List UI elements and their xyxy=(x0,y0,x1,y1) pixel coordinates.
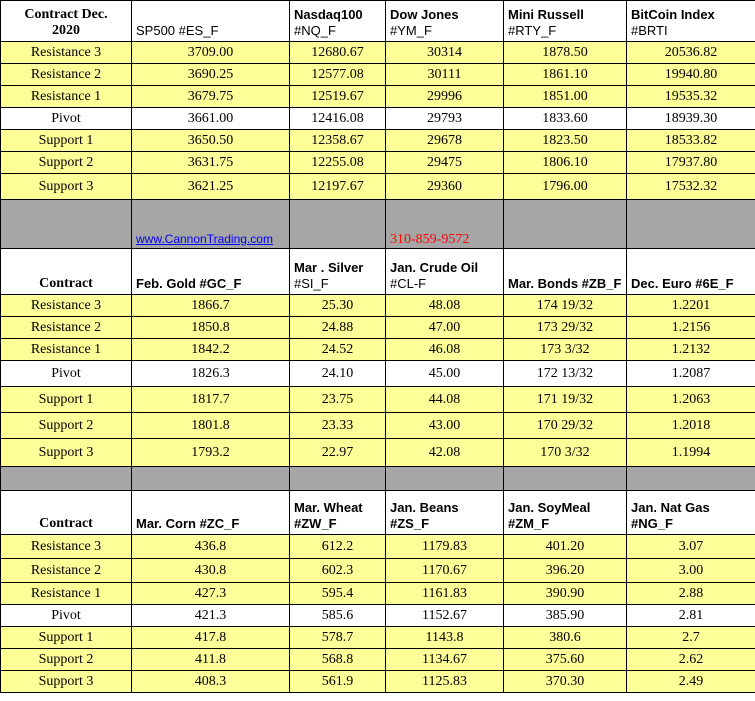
cell-value: 1179.83 xyxy=(386,535,504,559)
cell-value: 45.00 xyxy=(386,361,504,387)
cell-value: 24.88 xyxy=(290,317,386,339)
cell-value: 1161.83 xyxy=(386,583,504,605)
table-row xyxy=(1,535,755,559)
table-row xyxy=(1,361,755,387)
column-header: Jan. Beans #ZS_F xyxy=(386,491,504,535)
cell-value: 417.8 xyxy=(132,627,290,649)
table-row xyxy=(1,559,755,583)
column-header: Mar . Silver #SI_F xyxy=(290,249,386,295)
table-row xyxy=(1,605,755,627)
cell-value: 173 29/32 xyxy=(504,317,627,339)
cell-value: 1806.10 xyxy=(504,152,627,174)
cell-value: 1.2201 xyxy=(627,295,755,317)
separator-cell xyxy=(1,200,132,249)
cell-value: 1.2156 xyxy=(627,317,755,339)
table-row xyxy=(1,413,755,439)
cell-value: 578.7 xyxy=(290,627,386,649)
cell-value: 170 3/32 xyxy=(504,439,627,467)
cell-value: 1817.7 xyxy=(132,387,290,413)
cell-value: 48.08 xyxy=(386,295,504,317)
table-row xyxy=(1,671,755,693)
cell-value: 1143.8 xyxy=(386,627,504,649)
row-label: Resistance 3 xyxy=(1,42,132,64)
separator-cell xyxy=(627,200,755,249)
cell-value: 612.2 xyxy=(290,535,386,559)
separator-cell xyxy=(1,467,132,491)
row-label: Support 1 xyxy=(1,627,132,649)
table-row xyxy=(1,387,755,413)
cell-value: 3679.75 xyxy=(132,86,290,108)
cell-value: 1.2018 xyxy=(627,413,755,439)
cell-value: 3.00 xyxy=(627,559,755,583)
cell-value: 380.6 xyxy=(504,627,627,649)
cell-value: 24.10 xyxy=(290,361,386,387)
cell-value: 1826.3 xyxy=(132,361,290,387)
cell-value: 174 19/32 xyxy=(504,295,627,317)
cell-value: 12680.67 xyxy=(290,42,386,64)
cell-value: 1866.7 xyxy=(132,295,290,317)
cell-value: 17937.80 xyxy=(627,152,755,174)
section-1-header xyxy=(1,1,755,42)
cell-value: 568.8 xyxy=(290,649,386,671)
table-row xyxy=(1,64,755,86)
cell-value: 12577.08 xyxy=(290,64,386,86)
table-row xyxy=(1,86,755,108)
cell-value: 20536.82 xyxy=(627,42,755,64)
separator-cell xyxy=(290,200,386,249)
separator-cell xyxy=(132,467,290,491)
column-header: Jan. Nat Gas #NG_F xyxy=(627,491,755,535)
table-row xyxy=(1,152,755,174)
cell-value: 19940.80 xyxy=(627,64,755,86)
separator-row xyxy=(1,200,755,249)
column-header: SP500 #ES_F xyxy=(132,1,290,42)
cell-value: 3631.75 xyxy=(132,152,290,174)
cell-value: 1152.67 xyxy=(386,605,504,627)
row-label: Resistance 2 xyxy=(1,559,132,583)
row-label: Support 3 xyxy=(1,439,132,467)
cell-value: 43.00 xyxy=(386,413,504,439)
column-header: BitCoin Index #BRTI xyxy=(627,1,755,42)
cell-value: 1861.10 xyxy=(504,64,627,86)
row-label: Resistance 1 xyxy=(1,583,132,605)
cell-value: 602.3 xyxy=(290,559,386,583)
row-label: Support 3 xyxy=(1,671,132,693)
cell-value: 29678 xyxy=(386,130,504,152)
table-row xyxy=(1,130,755,152)
column-header: Mar. Bonds #ZB_F xyxy=(504,249,627,295)
cell-value: 408.3 xyxy=(132,671,290,693)
cell-value: 385.90 xyxy=(504,605,627,627)
cell-value: 12197.67 xyxy=(290,174,386,200)
separator-cell xyxy=(386,467,504,491)
column-header: Jan. Crude Oil #CL-F xyxy=(386,249,504,295)
cell-value: 30314 xyxy=(386,42,504,64)
cell-value: 1.1994 xyxy=(627,439,755,467)
cell-value: 561.9 xyxy=(290,671,386,693)
cell-value: 42.08 xyxy=(386,439,504,467)
row-label: Support 2 xyxy=(1,649,132,671)
separator-cell xyxy=(132,200,290,249)
table-row xyxy=(1,42,755,64)
cell-value: 1801.8 xyxy=(132,413,290,439)
table-row xyxy=(1,317,755,339)
table-row xyxy=(1,174,755,200)
column-header: Mar. Corn #ZC_F xyxy=(132,491,290,535)
cell-value: 436.8 xyxy=(132,535,290,559)
cell-value: 421.3 xyxy=(132,605,290,627)
column-header: Mini Russell #RTY_F xyxy=(504,1,627,42)
cell-value: 172 13/32 xyxy=(504,361,627,387)
row-label: Pivot xyxy=(1,605,132,627)
cell-value: 12358.67 xyxy=(290,130,386,152)
cell-value: 1.2132 xyxy=(627,339,755,361)
cell-value: 23.75 xyxy=(290,387,386,413)
separator-cell xyxy=(627,467,755,491)
table-row xyxy=(1,339,755,361)
row-label: Support 3 xyxy=(1,174,132,200)
cell-value: 2.62 xyxy=(627,649,755,671)
table-row xyxy=(1,583,755,605)
cell-value: 1.2063 xyxy=(627,387,755,413)
cell-value: 390.90 xyxy=(504,583,627,605)
cell-value: 1878.50 xyxy=(504,42,627,64)
separator-cell xyxy=(504,200,627,249)
cell-value: 3690.25 xyxy=(132,64,290,86)
column-header: Dec. Euro #6E_F xyxy=(627,249,755,295)
cell-value: 173 3/32 xyxy=(504,339,627,361)
row-label: Resistance 2 xyxy=(1,64,132,86)
cell-value: 3621.25 xyxy=(132,174,290,200)
cell-value: 3650.50 xyxy=(132,130,290,152)
cell-value: 401.20 xyxy=(504,535,627,559)
contract-header: Contract Dec. 2020 xyxy=(1,1,132,42)
table-row xyxy=(1,627,755,649)
cell-value: 17532.32 xyxy=(627,174,755,200)
cell-value: 22.97 xyxy=(290,439,386,467)
cell-value: 29793 xyxy=(386,108,504,130)
cell-value: 1850.8 xyxy=(132,317,290,339)
cell-value: 411.8 xyxy=(132,649,290,671)
column-header: Feb. Gold #GC_F xyxy=(132,249,290,295)
cell-value: 3.07 xyxy=(627,535,755,559)
cell-value: 3661.00 xyxy=(132,108,290,130)
cell-value: 29475 xyxy=(386,152,504,174)
cell-value: 12519.67 xyxy=(290,86,386,108)
cell-value: 18939.30 xyxy=(627,108,755,130)
section-3-header xyxy=(1,491,755,535)
contract-header: Contract xyxy=(1,491,132,535)
cell-value: 427.3 xyxy=(132,583,290,605)
column-header: Dow Jones #YM_F xyxy=(386,1,504,42)
cell-value: 370.30 xyxy=(504,671,627,693)
cell-value: 430.8 xyxy=(132,559,290,583)
cell-value: 24.52 xyxy=(290,339,386,361)
section-2-header xyxy=(1,249,755,295)
column-header: Mar. Wheat #ZW_F xyxy=(290,491,386,535)
cell-value: 47.00 xyxy=(386,317,504,339)
cell-value: 1793.2 xyxy=(132,439,290,467)
cell-value: 29996 xyxy=(386,86,504,108)
separator-cell xyxy=(290,467,386,491)
cell-value: 19535.32 xyxy=(627,86,755,108)
cell-value: 2.49 xyxy=(627,671,755,693)
cell-value: 1833.60 xyxy=(504,108,627,130)
row-label: Resistance 1 xyxy=(1,86,132,108)
cell-value: 12416.08 xyxy=(290,108,386,130)
cell-value: 1796.00 xyxy=(504,174,627,200)
cell-value: 595.4 xyxy=(290,583,386,605)
phone-number: 310-859-9572 xyxy=(386,200,504,249)
cell-value: 23.33 xyxy=(290,413,386,439)
cell-value: 1.2087 xyxy=(627,361,755,387)
cell-value: 44.08 xyxy=(386,387,504,413)
table-row xyxy=(1,295,755,317)
cell-value: 1851.00 xyxy=(504,86,627,108)
cell-value: 1125.83 xyxy=(386,671,504,693)
cell-value: 46.08 xyxy=(386,339,504,361)
cell-value: 1842.2 xyxy=(132,339,290,361)
cell-value: 12255.08 xyxy=(290,152,386,174)
cell-value: 1170.67 xyxy=(386,559,504,583)
cell-value: 25.30 xyxy=(290,295,386,317)
row-label: Pivot xyxy=(1,361,132,387)
table-row xyxy=(1,649,755,671)
cell-value: 3709.00 xyxy=(132,42,290,64)
cell-value: 30111 xyxy=(386,64,504,86)
cell-value: 170 29/32 xyxy=(504,413,627,439)
table-row xyxy=(1,439,755,467)
row-label: Resistance 2 xyxy=(1,317,132,339)
cell-value: 1823.50 xyxy=(504,130,627,152)
row-label: Resistance 3 xyxy=(1,295,132,317)
cell-value: 2.81 xyxy=(627,605,755,627)
row-label: Resistance 1 xyxy=(1,339,132,361)
separator-row xyxy=(1,467,755,491)
row-label: Support 1 xyxy=(1,387,132,413)
row-label: Pivot xyxy=(1,108,132,130)
cell-value: 1134.67 xyxy=(386,649,504,671)
cell-value: 2.88 xyxy=(627,583,755,605)
row-label: Support 1 xyxy=(1,130,132,152)
cell-value: 29360 xyxy=(386,174,504,200)
website-link[interactable]: www.CannonTrading.com xyxy=(136,232,273,246)
cell-value: 375.60 xyxy=(504,649,627,671)
contract-header: Contract xyxy=(1,249,132,295)
table-row xyxy=(1,108,755,130)
column-header: Nasdaq100 #NQ_F xyxy=(290,1,386,42)
row-label: Support 2 xyxy=(1,152,132,174)
column-header: Jan. SoyMeal #ZM_F xyxy=(504,491,627,535)
cell-value: 2.7 xyxy=(627,627,755,649)
cell-value: 18533.82 xyxy=(627,130,755,152)
separator-cell xyxy=(504,467,627,491)
cell-value: 396.20 xyxy=(504,559,627,583)
row-label: Support 2 xyxy=(1,413,132,439)
cell-value: 585.6 xyxy=(290,605,386,627)
cell-value: 171 19/32 xyxy=(504,387,627,413)
row-label: Resistance 3 xyxy=(1,535,132,559)
